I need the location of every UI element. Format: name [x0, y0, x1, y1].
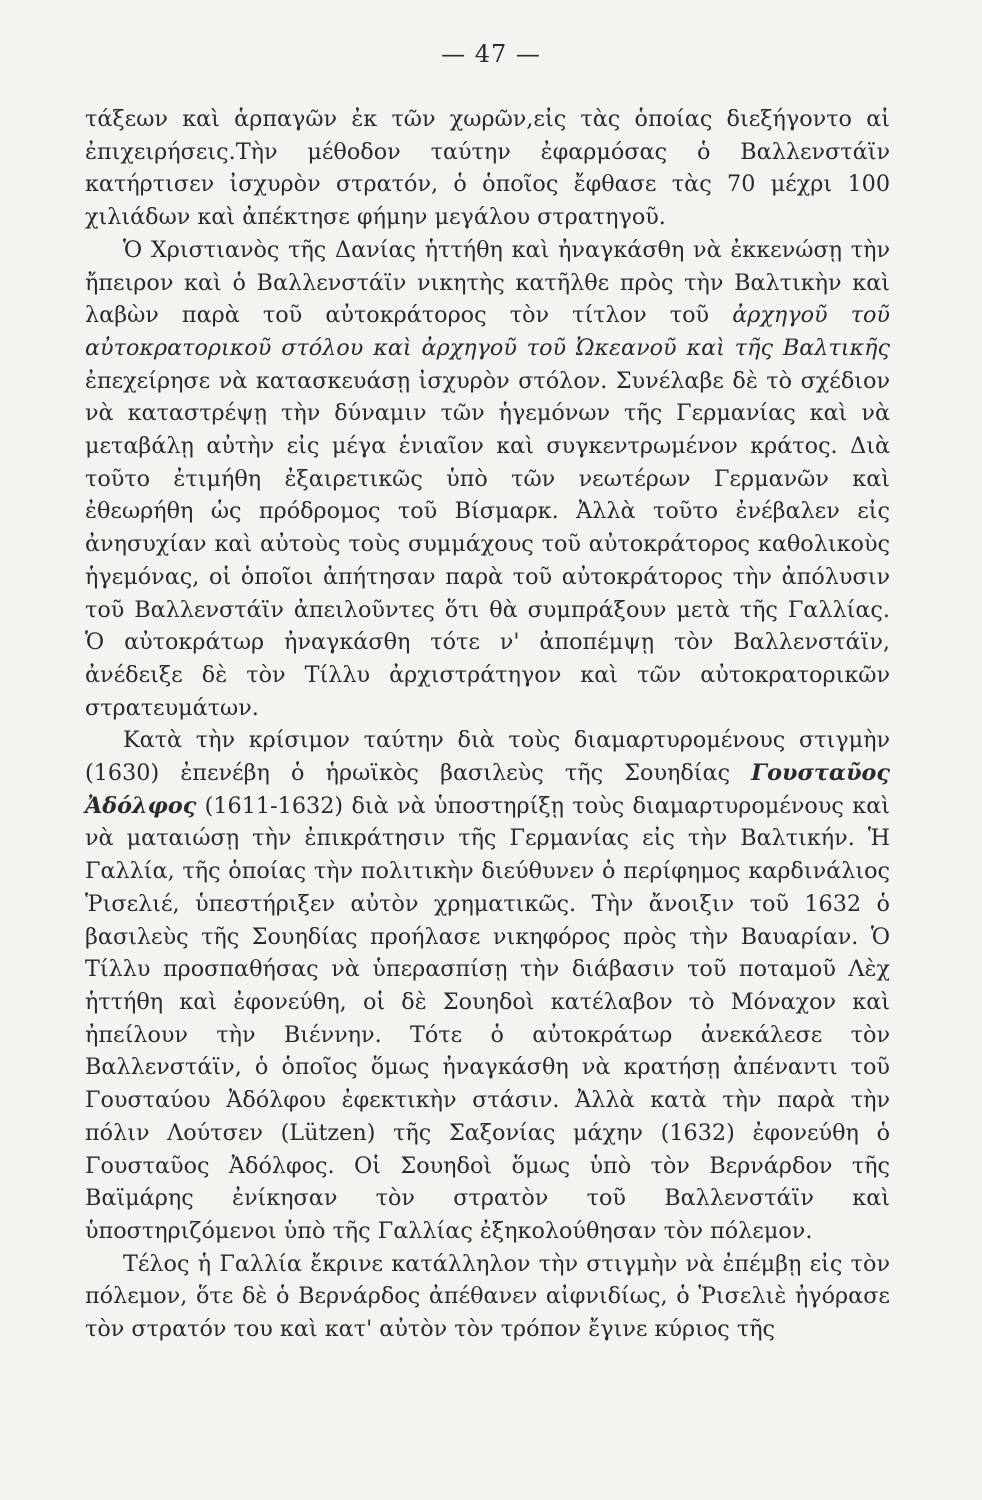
paragraph-1-run-1: τάξεων καὶ ἁρπαγῶν ἐκ τῶν χωρῶν,εἰς τὰς ὁποίας διεξήγοντο αἱ ἐπιχειρήσεις.Τὴν μέθοδον ταύτην ἐφαρμόσας ὁ Βαλλενστάϊν κατήρτισεν ἰσχυρὸν στρατόν, ὁ ὁποῖος ἔφθασε τὰς 70 μέχρι 100 χιλιάδων καὶ ἀπέκτησε φήμην μεγάλου στρατηγοῦ. — [85, 106, 890, 231]
text-body — [85, 103, 890, 1346]
paragraph-4 — [85, 1248, 890, 1346]
paragraph-4-run-1: Τέλος ἡ Γαλλία ἔκρινε κατάλληλον τὴν στιγμὴν νὰ ἐπέμβῃ εἰς τὸν πόλεμον, ὅτε δὲ ὁ Βερνάρδος ἀπέθανεν αἰφνιδίως, ὁ Ῥισελιὲ ἠγόρασε τὸν στρατόν του καὶ κατ' αὐτὸν τὸν τρόπον ἔγινε κύριος τῆς — [85, 1250, 890, 1343]
paragraph-3-highlighted-name: Γουσταῦος Ἀδόλφος — [85, 760, 890, 819]
paragraph-3-run-3: (1611-1632) διὰ νὰ ὑποστηρίξῃ τοὺς διαμαρτυρομένους καὶ νὰ ματαιώσῃ τὴν ἐπικράτησιν τῆς Γερμανίας εἰς τὴν Βαλτικήν. Ἡ Γαλλία, τῆς ὁποίας τὴν πολιτικὴν διεύθυνεν ὁ περίφημος καρδινάλιος Ῥισελιέ, ὑπεστήριξεν αὐτὸν χρηματικῶς. Τὴν ἄνοιξιν τοῦ 1632 ὁ βασιλεὺς τῆς Σουηδίας προήλασε νικηφόρος πρὸς τὴν Βαυαρίαν. Ὁ Τίλλυ προσπαθήσας νὰ ὑπερασπίσῃ τὴν διάβασιν τοῦ ποταμοῦ Λὲχ ἡττήθη καὶ ἐφονεύθη, οἱ δὲ Σουηδοὶ κατέλαβον τὸ Μόναχον καὶ ἠπείλουν τὴν Βιέννην. Τότε ὁ αὐτοκράτωρ ἀνεκάλεσε τὸν Βαλλενστάϊν, ὁ ὁποῖος ὅμως ἠναγκάσθη νὰ κρατήσῃ ἀπέναντι τοῦ Γουσταύου Ἀδόλφου ἐφεκτικὴν στάσιν. Ἀλλὰ κατὰ τὴν παρὰ τὴν πόλιν Λούτσεν (Lützen) τῆς Σαξονίας μάχην (1632) ἐφονεύθη ὁ Γουσταῦος Ἀδόλφος. Οἱ Σουηδοὶ ὅμως ὑπὸ τὸν Βερνάρδον τῆς Βαϊμάρης ἐνίκησαν τὸν στρατὸν τοῦ Βαλλενστάϊν καὶ ὑποστηριζόμενοι ὑπὸ τῆς Γαλλίας ἐξηκολούθησαν τὸν πόλεμον. — [85, 792, 890, 1244]
paragraph-3-run-1: Κατὰ τὴν κρίσιμον ταύτην διὰ τοὺς διαμαρτυρομένους στιγμὴν (1630) ἐπενέβη ὁ ἡρωϊκὸς βασιλεὺς τῆς Σουηδίας — [85, 727, 890, 787]
paragraph-2-run-1: Ὁ Χριστιανὸς τῆς Δανίας ἡττήθη καὶ ἠναγκάσθη νὰ ἐκκενώσῃ τὴν ἤπειρον καὶ ὁ Βαλλενστάϊν νικητὴς κατῆλθε πρὸς τὴν Βαλτικὴν καὶ λαβὼν παρὰ τοῦ αὐτοκράτορος τὸν τίτλον τοῦ — [85, 236, 890, 329]
paragraph-2-italic-title: ἀρχηγοῦ τοῦ αὐτοκρατορικοῦ στόλου καὶ ἀρχηγοῦ τοῦ Ὠκεανοῦ καὶ τῆς Βαλτικῆς — [85, 302, 890, 361]
page-number: — 47 — — [441, 40, 541, 68]
paragraph-2 — [85, 234, 890, 725]
paragraph-3 — [85, 724, 890, 1247]
paragraph-1 — [85, 103, 890, 234]
paragraph-2-run-3: ἐπεχείρησε νὰ κατασκευάσῃ ἰσχυρὸν στόλον. Συνέλαβε δὲ τὸ σχέδιον νὰ καταστρέψῃ τὴν δύναμιν τῶν ἡγεμόνων τῆς Γερμανίας καὶ νὰ μεταβάλῃ αὐτὴν εἰς μέγα ἑνιαῖον καὶ συγκεντρωμένον κράτος. Διὰ τοῦτο ἐτιμήθη ἐξαιρετικῶς ὑπὸ τῶν νεωτέρων Γερμανῶν καὶ ἐθεωρήθη ὡς πρόδρομος τοῦ Βίσμαρκ. Ἀλλὰ τοῦτο ἐνέβαλεν εἰς ἀνησυχίαν καὶ αὐτοὺς τοὺς συμμάχους τοῦ αὐτοκράτορος καθολικοὺς ἡγεμόνας, οἱ ὁποῖοι ἀπήτησαν παρὰ τοῦ αὐτοκράτορος τὴν ἀπόλυσιν τοῦ Βαλλενστάϊν ἀπειλοῦντες ὅτι θὰ συμπράξουν μετὰ τῆς Γαλλίας. Ὁ αὐτοκράτωρ ἠναγκάσθη τότε ν' ἀποπέμψῃ τὸν Βαλλενστάϊν, ἀνέδειξε δὲ τὸν Τίλλυ ἀρχιστράτηγον καὶ τῶν αὐτοκρατορικῶν στρατευμάτων. — [85, 367, 890, 721]
